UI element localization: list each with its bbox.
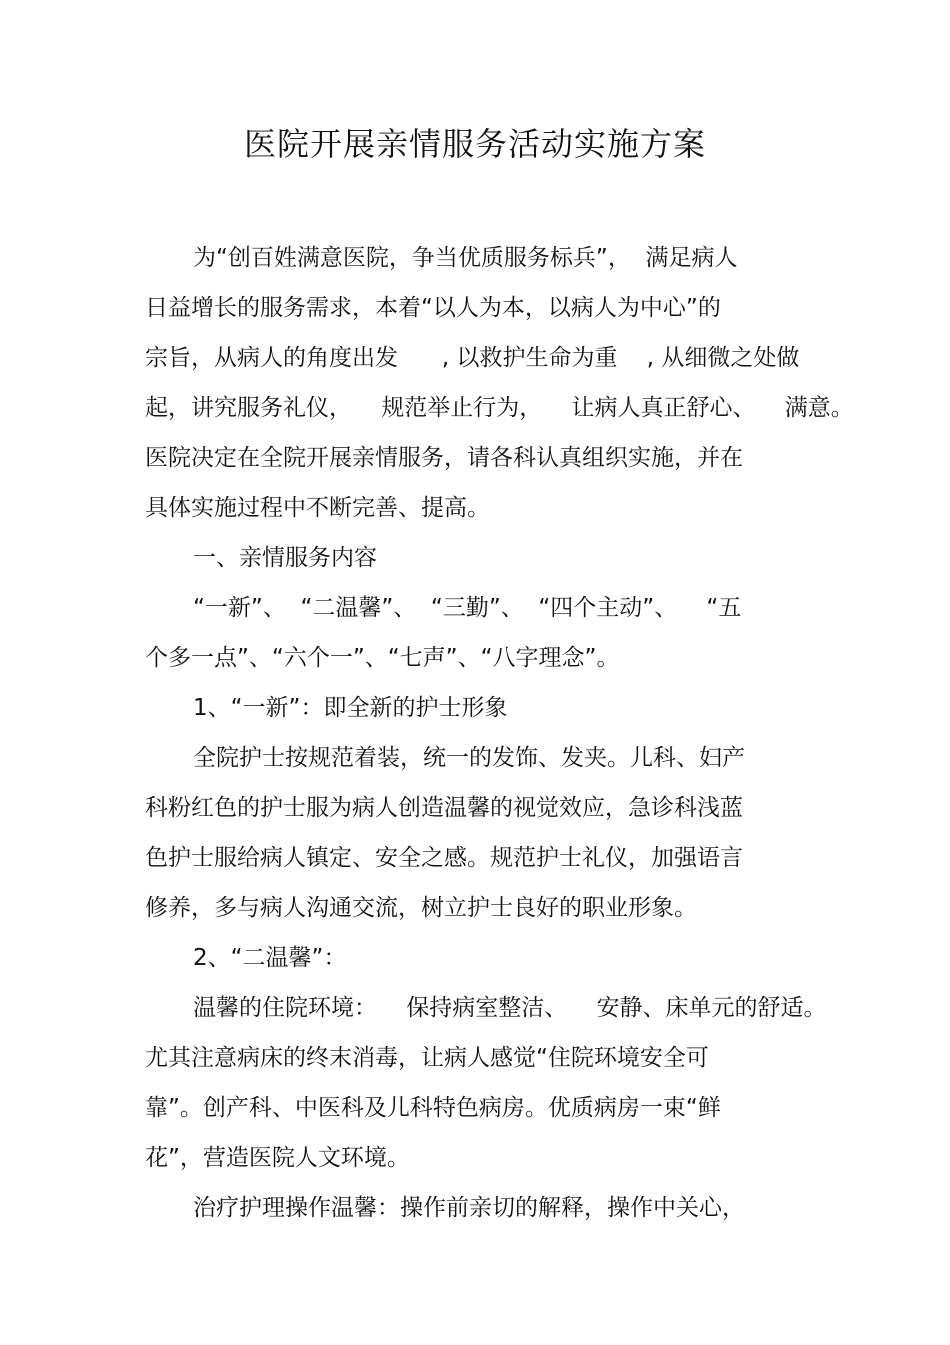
paragraph-line: 个多一点”、“六个一”、“七声”、“八字理念”。: [145, 645, 620, 671]
paragraph-line: 日益增长的服务需求，本着“以人为本，以病人为中心”的: [145, 295, 721, 321]
paragraph-line: 宗旨，从病人的角度出发 , 以救护生命为重 , 从细微之处做: [145, 345, 800, 371]
document-title: 医院开展亲情服务活动实施方案: [243, 125, 706, 163]
subsection-heading: 2、“二温馨”：: [193, 945, 347, 971]
paragraph-line: 起，讲究服务礼仪， 规范举止行为， 让病人真正舒心、 满意。: [145, 395, 854, 421]
paragraph-line: 修养，多与病人沟通交流，树立护士良好的职业形象。: [145, 895, 697, 921]
paragraph-line: 靠”。创产科、中医科及儿科特色病房。优质病房一束“鲜: [145, 1095, 721, 1121]
subsection-heading: 1、“一新”：即全新的护士形象: [193, 695, 508, 721]
paragraph-line: 具体实施过程中不断完善、提高。: [145, 495, 490, 521]
paragraph-line: 色护士服给病人镇定、安全之感。规范护士礼仪，加强语言: [145, 845, 743, 871]
paragraph-line: 为“创百姓满意医院，争当优质服务标兵”， 满足病人: [193, 245, 738, 271]
section-heading: 一、亲情服务内容: [193, 545, 377, 571]
paragraph-line: 科粉红色的护士服为病人创造温馨的视觉效应，急诊科浅蓝: [145, 795, 743, 821]
paragraph-line: 治疗护理操作温馨：操作前亲切的解释，操作中关心，: [193, 1195, 745, 1221]
paragraph-line: 花”，营造医院人文环境。: [145, 1145, 410, 1171]
paragraph-line: “一新”、 “二温馨”、 “三勤”、 “四个主动”、 “五: [193, 595, 742, 621]
paragraph-line: 温馨的住院环境： 保持病室整洁、 安静、床单元的舒适。: [193, 995, 827, 1021]
paragraph-line: 医院决定在全院开展亲情服务，请各科认真组织实施，并在: [145, 445, 743, 471]
paragraph-line: 全院护士按规范着装，统一的发饰、发夹。儿科、妇产: [193, 745, 745, 771]
paragraph-line: 尤其注意病床的终末消毒，让病人感觉“住院环境安全可: [145, 1045, 709, 1071]
